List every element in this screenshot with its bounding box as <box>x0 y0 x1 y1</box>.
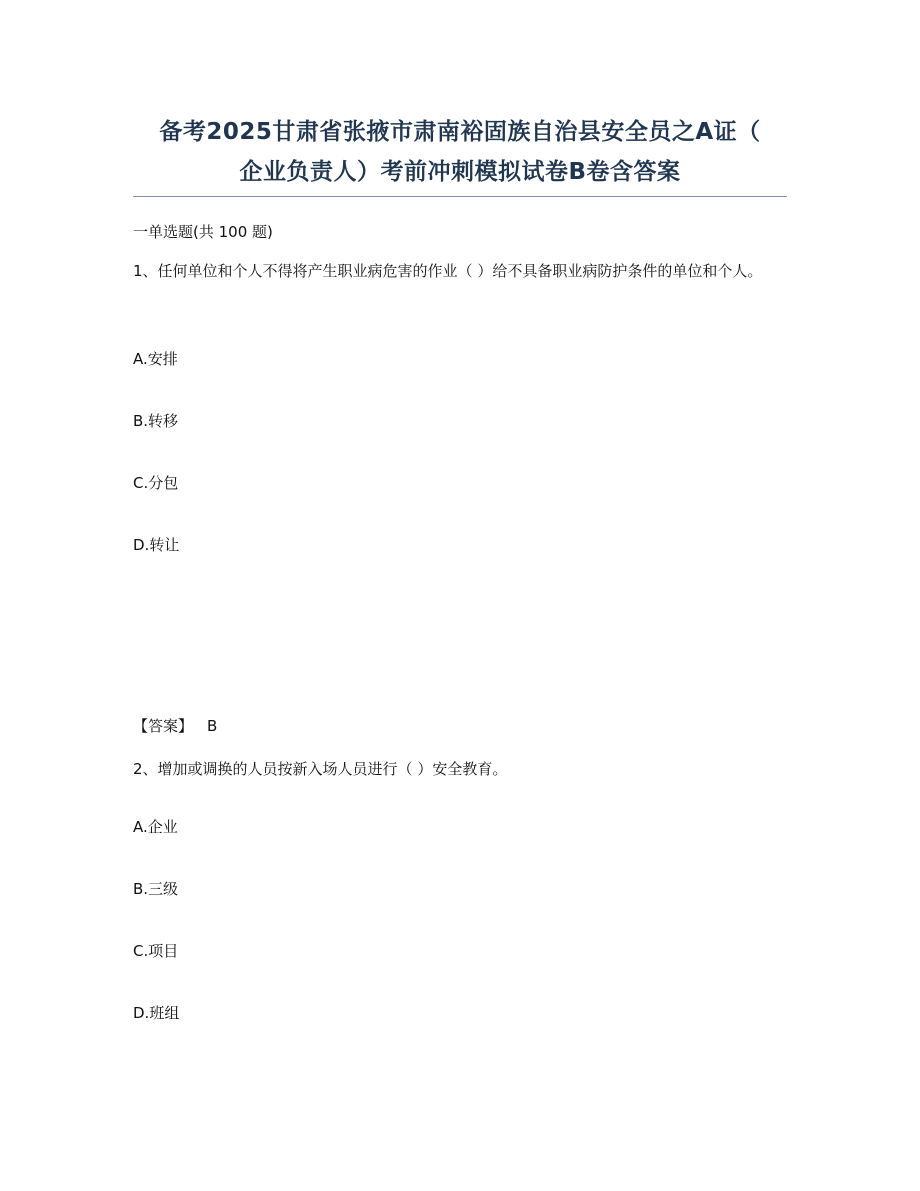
question-2-option-b: B.三级 <box>133 880 179 898</box>
question-1-text: 1、任何单位和个人不得将产生职业病危害的作业（ ）给不具备职业病防护条件的单位和个人。 <box>133 262 763 280</box>
answer-value: B <box>207 717 218 735</box>
title-divider <box>133 196 787 197</box>
question-1-option-c: C.分包 <box>133 474 179 492</box>
section-heading: 一单选题(共 100 题) <box>133 223 273 241</box>
question-1-option-a: A.安排 <box>133 350 178 368</box>
question-2-text: 2、增加或调换的人员按新入场人员进行（ ）安全教育。 <box>133 760 508 778</box>
question-1-answer <box>133 716 217 736</box>
title-line-2: 企业负责人）考前冲刺模拟试卷B卷含答案 <box>239 159 681 185</box>
question-2-option-d: D.班组 <box>133 1004 180 1022</box>
title-line-1: 备考2025甘肃省张掖市肃南裕固族自治县安全员之A证（ <box>159 119 761 145</box>
document-title <box>133 112 787 192</box>
answer-label: 【答案】 <box>133 717 194 735</box>
question-2-option-c: C.项目 <box>133 942 179 960</box>
question-2-option-a: A.企业 <box>133 818 178 836</box>
question-1-option-b: B.转移 <box>133 412 179 430</box>
question-1-option-d: D.转让 <box>133 536 180 554</box>
